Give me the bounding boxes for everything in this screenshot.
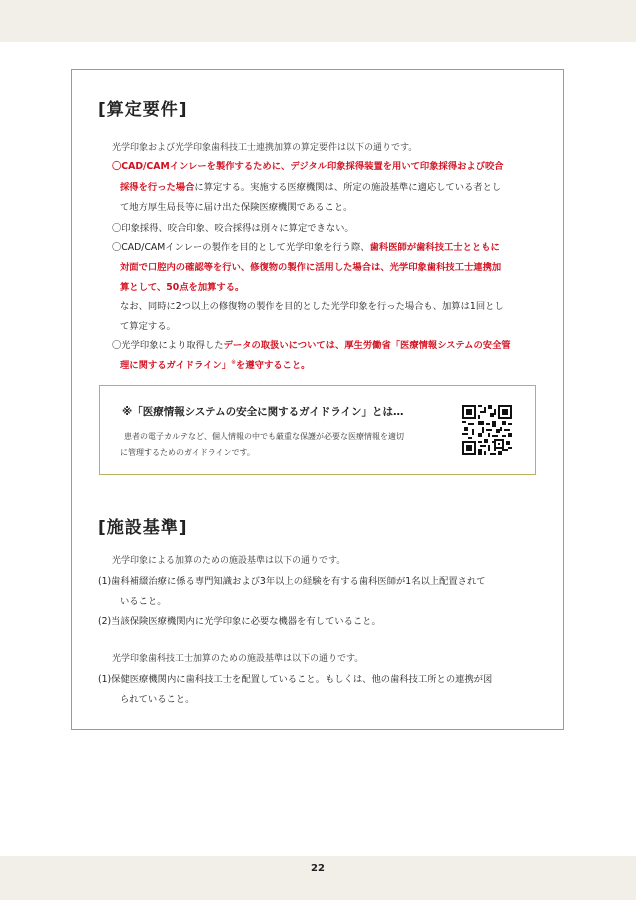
requirement-4-line-1: 〇光学印象により取得したデータの取扱いについては、厚生労働省「医療情報システムの安全管 [112, 340, 511, 351]
requirement-3-line-4: なお、同時に2つ以上の修復物の製作を目的とした光学印象を行った場合も、加算は1回とし [120, 301, 504, 312]
facility-item-3-line-1: (1)保健医療機関内に歯科技工士を配置していること。もしくは、他の歯科技工所との連携が図 [98, 674, 493, 685]
qr-code-icon[interactable] [462, 405, 512, 455]
requirement-3-line-2: 対面で口腔内の確認等を行い、修復物の製作に活用した場合は、光学印象歯科技工士連携加 [120, 262, 502, 273]
section-heading-facility-standards: [施設基準] [98, 518, 188, 538]
facility-item-2: (2)当該保険医療機関内に光学印象に必要な機器を有していること。 [98, 616, 381, 627]
page-number: 22 [311, 863, 325, 874]
facility-item-3-line-2: られていること。 [120, 694, 195, 705]
facility-intro-2: 光学印象歯科技工士加算のための施設基準は以下の通りです。 [112, 654, 364, 664]
requirement-3-line-3: 算として、50点を加算する。 [120, 282, 245, 293]
requirement-3-line-1: 〇CAD/CAMインレーの製作を目的として光学印象を行う際、歯科医師が歯科技工士とともに [112, 242, 500, 253]
facility-intro-1: 光学印象による加算のための施設基準は以下の通りです。 [112, 556, 346, 566]
requirements-intro: 光学印象および光学印象歯科技工士連携加算の算定要件は以下の通りです。 [112, 143, 418, 153]
note-body-line-2: に管理するためのガイドラインです。 [120, 448, 255, 457]
note-body-line-1: 患者の電子カルテなど、個人情報の中でも厳重な保護が必要な医療情報を適切 [124, 432, 404, 441]
top-band [0, 0, 636, 42]
note-title: ※「医療情報システムの安全に関するガイドライン」とは… [122, 406, 404, 418]
facility-item-1-line-2: いること。 [120, 596, 167, 607]
requirement-2: 〇印象採得、咬合印象、咬合採得は別々に算定できない。 [112, 223, 354, 234]
facility-item-1-line-1: (1)歯科補綴治療に係る専門知識および3年以上の経験を有する歯科医師が1名以上配置されて [98, 576, 486, 587]
requirement-4-line-2: 理に関するガイドライン」※を遵守すること。 [120, 358, 311, 371]
requirement-1-line-2: 採得を行った場合に算定する。実施する医療機関は、所定の施設基準に適応している者とし [120, 182, 502, 193]
requirement-1-line-3: て地方厚生局長等に届け出た保険医療機関であること。 [120, 202, 353, 213]
guideline-note-box [99, 385, 536, 475]
requirement-3-line-5: て算定する。 [120, 321, 176, 332]
section-heading-requirements: [算定要件] [98, 100, 188, 120]
requirement-1-line-1: 〇CAD/CAMインレーを製作するために、デジタル印象採得装置を用いて印象採得および咬合 [112, 161, 504, 172]
